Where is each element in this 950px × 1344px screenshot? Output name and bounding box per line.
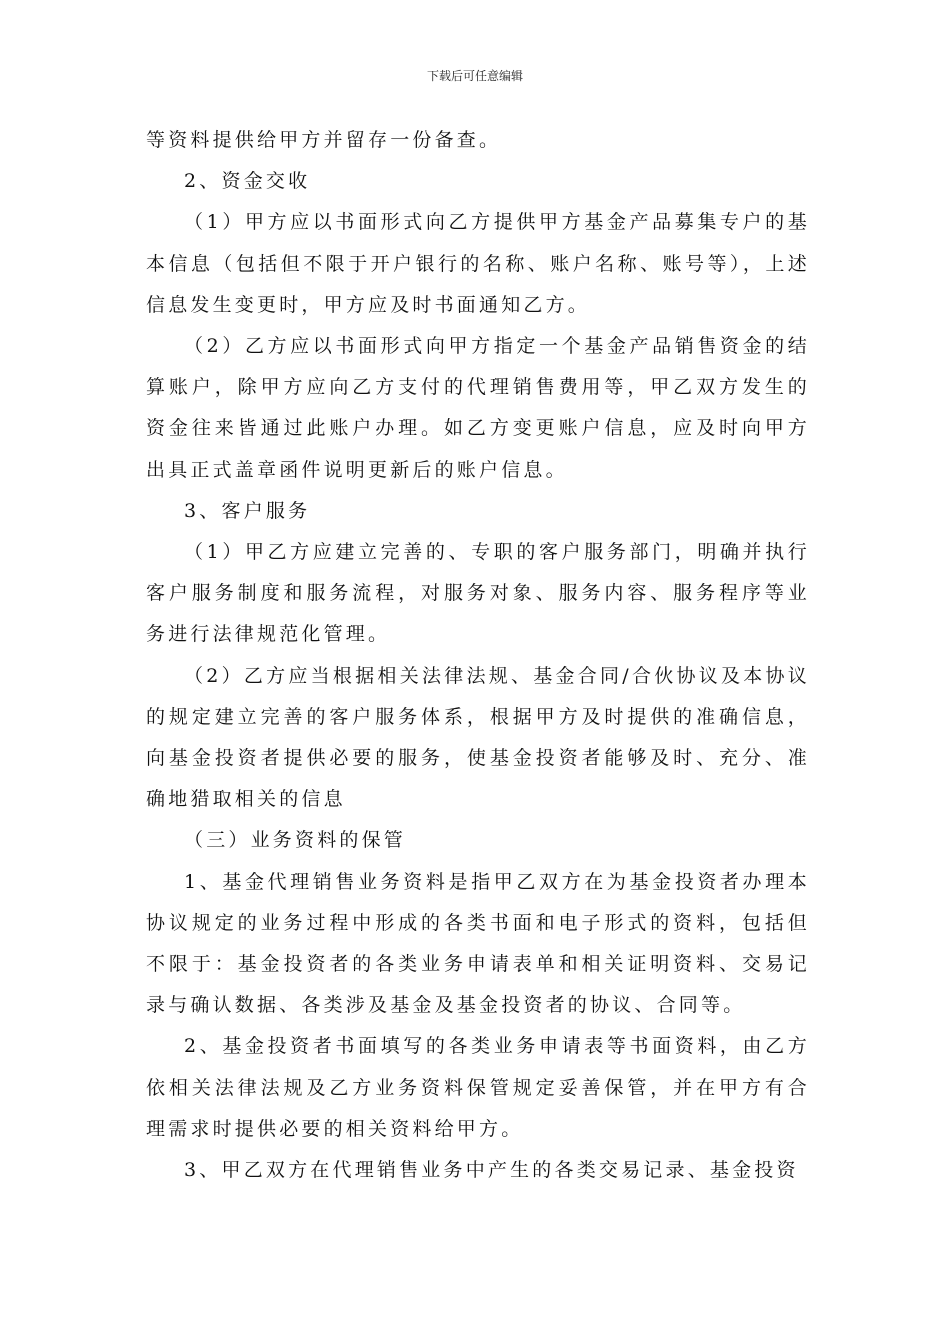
paragraph: （1）甲乙方应建立完善的、专职的客户服务部门，明确并执行客户服务制度和服务流程，对服务对象、服务内容、服务程序等业务进行法律规范化管理。 [146, 541, 810, 646]
paragraph-continuation: 等资料提供给甲方并留存一份备查。 [146, 129, 502, 151]
paragraph: （2）乙方应当根据相关法律法规、基金合同/合伙协议及本协议的规定建立完善的客户服务体系，根据甲方及时提供的准确信息，向基金投资者提供必要的服务，使基金投资者能够及时、充分、准确地猎取相关的信息 [146, 664, 810, 811]
paragraph: 1、基金代理销售业务资料是指甲乙双方在为基金投资者办理本协议规定的业务过程中形成的各类书面和电子形式的资料，包括但不限于：基金投资者的各类业务申请表单和相关证明资料、交易记录与确认数据、各类涉及基金及基金投资者的协议、合同等。 [146, 870, 810, 1017]
page-header: 下载后可任意编辑 [426, 69, 523, 83]
section-heading-fund-settlement: 2、资金交收 [184, 170, 311, 193]
section-heading-customer-service: 3、客户服务 [184, 499, 311, 522]
document-body [146, 120, 810, 1191]
paragraph: （1）甲方应以书面形式向乙方提供甲方基金产品募集专户的基本信息（包括但不限于开户银行的名称、账户名称、账号等），上述信息发生变更时，甲方应及时书面通知乙方。 [146, 211, 810, 316]
section-heading-records: （三）业务资料的保管 [184, 829, 407, 852]
paragraph: 2、基金投资者书面填写的各类业务申请表等书面资料，由乙方依相关法律法规及乙方业务资料保管规定妥善保管，并在甲方有合理需求时提供必要的相关资料给甲方。 [146, 1035, 810, 1140]
paragraph: （2）乙方应以书面形式向甲方指定一个基金产品销售资金的结算账户，除甲方应向乙方支付的代理销售费用等，甲乙双方发生的资金往来皆通过此账户办理。如乙方变更账户信息，应及时向甲方出具正式盖章函件说明更新后的账户信息。 [146, 335, 810, 481]
paragraph: 3、甲乙双方在代理销售业务中产生的各类交易记录、基金投资 [184, 1159, 799, 1182]
